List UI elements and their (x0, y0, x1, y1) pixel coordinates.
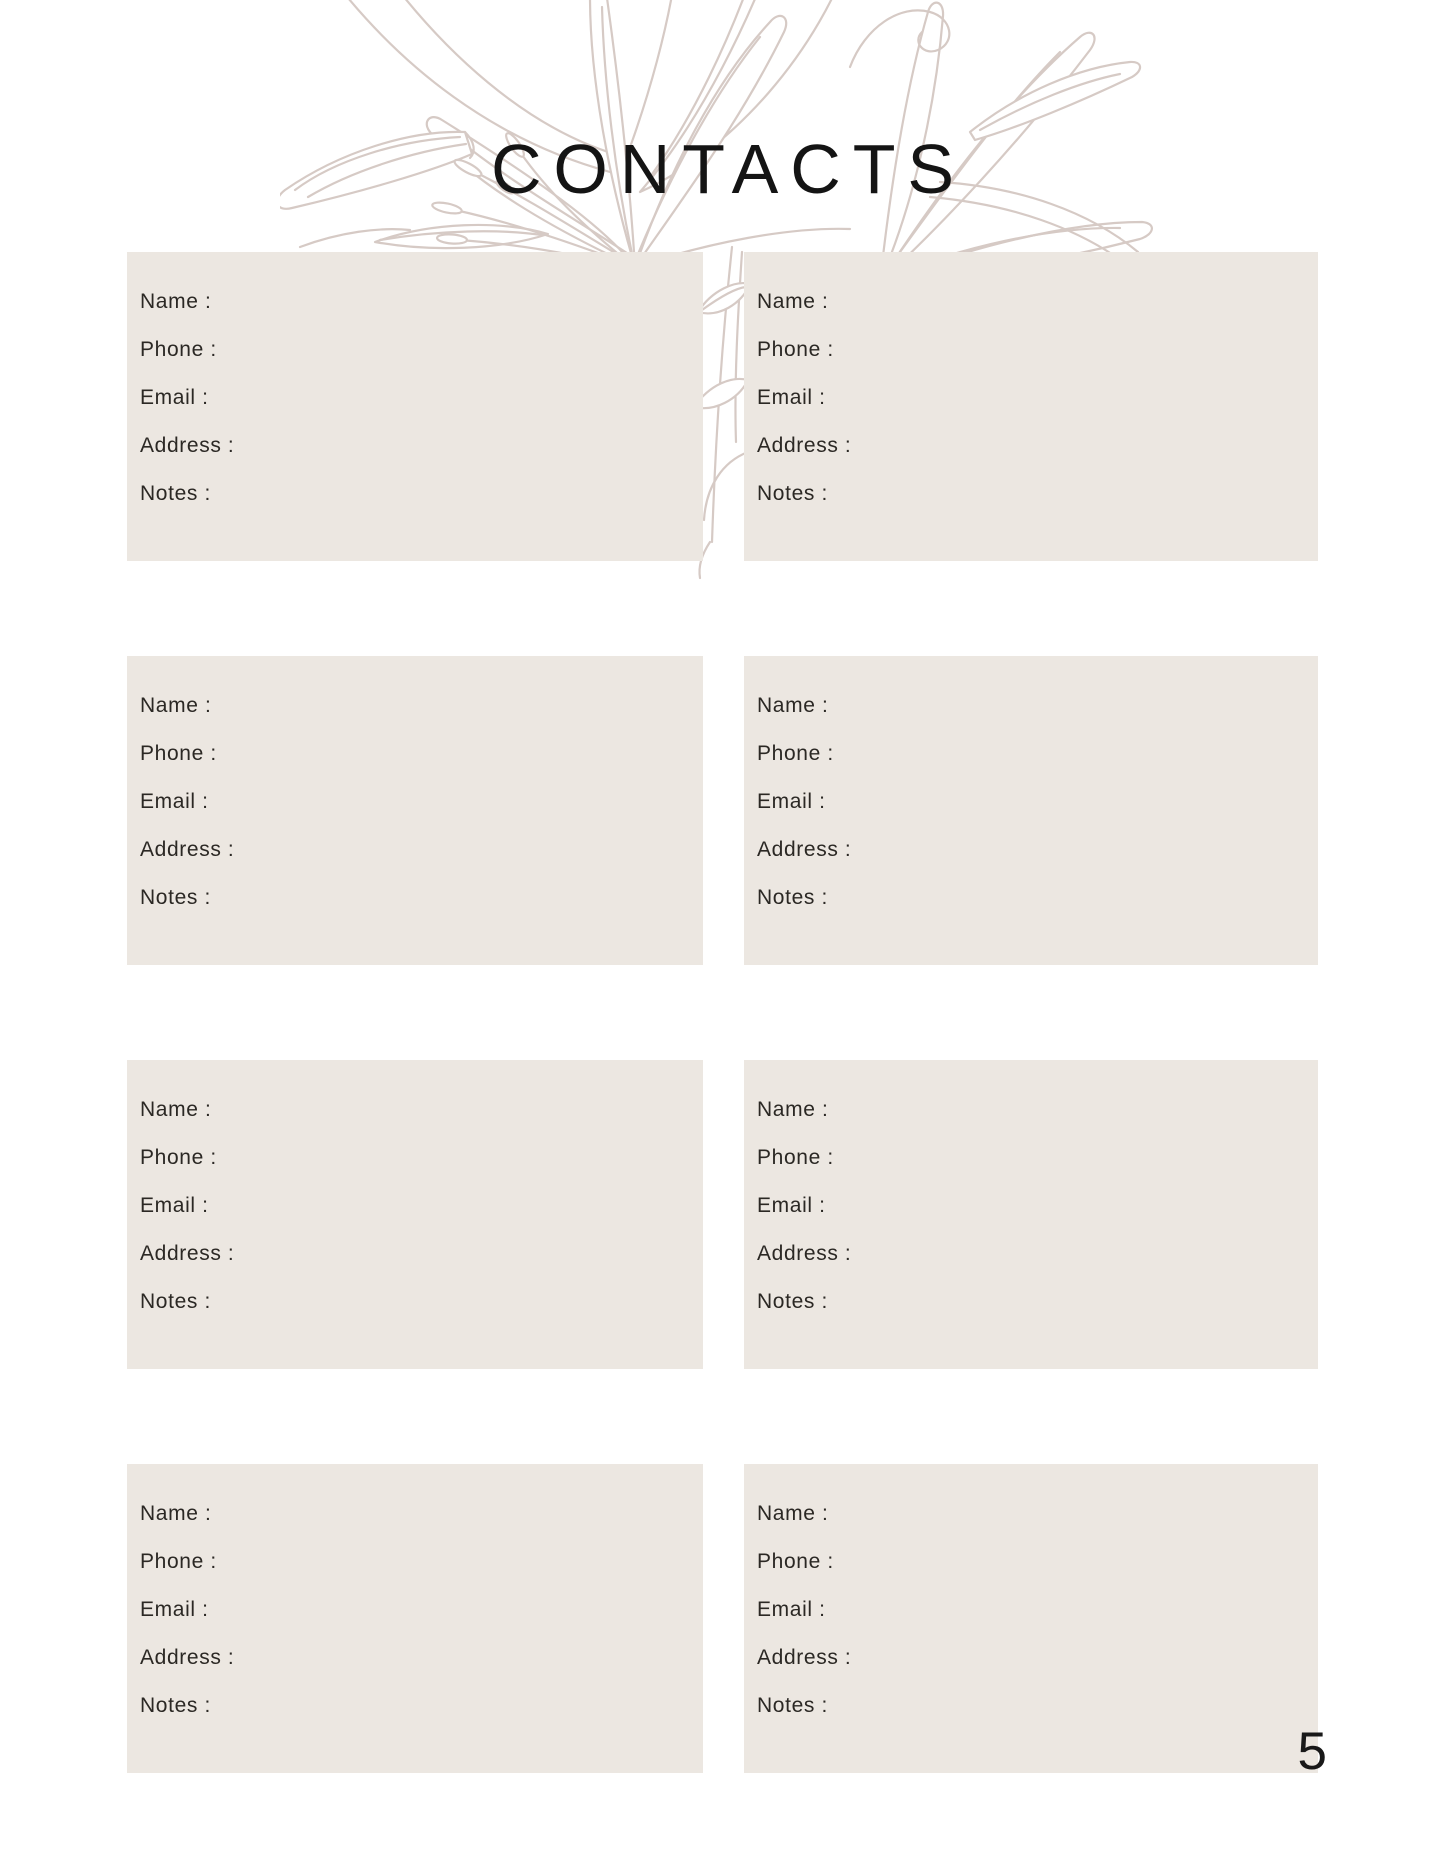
field-row (757, 278, 1300, 326)
field-row (140, 422, 685, 470)
field-value-blank[interactable] (828, 278, 1300, 326)
field-row (140, 682, 685, 730)
field-label: Notes : (140, 1290, 211, 1313)
contact-card-4 (744, 656, 1318, 965)
field-row (140, 874, 685, 922)
page-number: 5 (1297, 1722, 1327, 1781)
field-label: Email : (757, 386, 826, 409)
field-value-blank[interactable] (834, 1538, 1300, 1586)
field-label: Notes : (757, 1694, 828, 1717)
field-label: Address : (757, 434, 852, 457)
field-label: Email : (140, 1598, 209, 1621)
field-row (140, 326, 685, 374)
field-value-blank[interactable] (826, 374, 1300, 422)
field-value-blank[interactable] (211, 874, 685, 922)
field-value-blank[interactable] (211, 470, 685, 518)
field-row (757, 1586, 1300, 1634)
field-row (140, 470, 685, 518)
field-row (140, 778, 685, 826)
field-value-blank[interactable] (851, 422, 1300, 470)
field-value-blank[interactable] (217, 1538, 685, 1586)
field-row (757, 1086, 1300, 1134)
field-value-blank[interactable] (826, 1182, 1300, 1230)
field-row (140, 1586, 685, 1634)
field-value-blank[interactable] (834, 326, 1300, 374)
field-row (140, 826, 685, 874)
field-row (757, 470, 1300, 518)
field-label: Address : (140, 1646, 235, 1669)
contact-card-5 (127, 1060, 703, 1369)
field-label: Address : (757, 1242, 852, 1265)
field-label: Phone : (140, 742, 217, 765)
field-value-blank[interactable] (217, 1134, 685, 1182)
field-value-blank[interactable] (209, 1586, 685, 1634)
field-label: Notes : (140, 886, 211, 909)
field-label: Address : (757, 838, 852, 861)
field-label: Name : (757, 1502, 829, 1525)
field-label: Email : (140, 790, 209, 813)
field-row (140, 1230, 685, 1278)
contact-card-8 (744, 1464, 1318, 1773)
field-row (757, 326, 1300, 374)
field-label: Notes : (140, 1694, 211, 1717)
field-value-blank[interactable] (211, 278, 685, 326)
contact-card-2 (744, 252, 1318, 561)
field-value-blank[interactable] (828, 1682, 1300, 1730)
field-value-blank[interactable] (828, 682, 1300, 730)
field-row (140, 1682, 685, 1730)
contact-card-1 (127, 252, 703, 561)
field-row (757, 1182, 1300, 1230)
field-value-blank[interactable] (234, 1634, 685, 1682)
page-title: CONTACTS (490, 129, 966, 208)
field-label: Email : (757, 790, 826, 813)
field-value-blank[interactable] (828, 1086, 1300, 1134)
field-row (140, 374, 685, 422)
field-row (140, 1634, 685, 1682)
field-row (757, 874, 1300, 922)
field-value-blank[interactable] (834, 730, 1300, 778)
field-row (757, 1134, 1300, 1182)
field-row (140, 1490, 685, 1538)
field-label: Email : (757, 1194, 826, 1217)
field-label: Email : (140, 386, 209, 409)
field-label: Email : (140, 1194, 209, 1217)
field-value-blank[interactable] (828, 1490, 1300, 1538)
field-label: Notes : (757, 886, 828, 909)
field-row (757, 778, 1300, 826)
field-row (757, 422, 1300, 470)
field-row (140, 1278, 685, 1326)
field-value-blank[interactable] (234, 826, 685, 874)
field-value-blank[interactable] (211, 1086, 685, 1134)
field-row (757, 1634, 1300, 1682)
field-value-blank[interactable] (851, 826, 1300, 874)
field-label: Phone : (140, 1146, 217, 1169)
field-label: Name : (140, 1502, 212, 1525)
field-label: Name : (757, 694, 829, 717)
field-label: Notes : (757, 1290, 828, 1313)
field-value-blank[interactable] (211, 1682, 685, 1730)
field-label: Name : (757, 1098, 829, 1121)
field-label: Phone : (140, 1550, 217, 1573)
field-label: Address : (757, 1646, 852, 1669)
field-value-blank[interactable] (234, 422, 685, 470)
field-label: Phone : (140, 338, 217, 361)
field-row (757, 374, 1300, 422)
field-label: Phone : (757, 1550, 834, 1573)
field-row (140, 1182, 685, 1230)
contact-card-6 (744, 1060, 1318, 1369)
field-value-blank[interactable] (851, 1634, 1300, 1682)
field-row (757, 1230, 1300, 1278)
field-value-blank[interactable] (828, 1278, 1300, 1326)
field-value-blank[interactable] (209, 374, 685, 422)
field-row (757, 1278, 1300, 1326)
field-row (757, 1490, 1300, 1538)
field-label: Notes : (140, 482, 211, 505)
field-label: Address : (140, 838, 235, 861)
field-row (757, 826, 1300, 874)
field-row (140, 1134, 685, 1182)
contacts-grid (127, 252, 1318, 1773)
field-label: Address : (140, 434, 235, 457)
field-value-blank[interactable] (217, 730, 685, 778)
field-label: Notes : (757, 482, 828, 505)
field-value-blank[interactable] (211, 682, 685, 730)
field-row (140, 1086, 685, 1134)
field-value-blank[interactable] (851, 1230, 1300, 1278)
contact-card-7 (127, 1464, 703, 1773)
field-row (140, 1538, 685, 1586)
field-value-blank[interactable] (211, 1278, 685, 1326)
field-label: Name : (140, 694, 212, 717)
field-value-blank[interactable] (826, 778, 1300, 826)
field-value-blank[interactable] (828, 470, 1300, 518)
field-value-blank[interactable] (209, 778, 685, 826)
field-row (757, 682, 1300, 730)
field-row (757, 730, 1300, 778)
field-row (140, 730, 685, 778)
field-value-blank[interactable] (826, 1586, 1300, 1634)
field-value-blank[interactable] (828, 874, 1300, 922)
field-value-blank[interactable] (209, 1182, 685, 1230)
field-label: Name : (140, 290, 212, 313)
field-label: Email : (757, 1598, 826, 1621)
contact-card-3 (127, 656, 703, 965)
field-value-blank[interactable] (211, 1490, 685, 1538)
field-label: Name : (140, 1098, 212, 1121)
field-value-blank[interactable] (217, 326, 685, 374)
field-row (757, 1538, 1300, 1586)
field-label: Phone : (757, 338, 834, 361)
field-value-blank[interactable] (234, 1230, 685, 1278)
field-value-blank[interactable] (834, 1134, 1300, 1182)
field-label: Phone : (757, 1146, 834, 1169)
field-label: Address : (140, 1242, 235, 1265)
field-row (140, 278, 685, 326)
field-row (757, 1682, 1300, 1730)
field-label: Phone : (757, 742, 834, 765)
field-label: Name : (757, 290, 829, 313)
